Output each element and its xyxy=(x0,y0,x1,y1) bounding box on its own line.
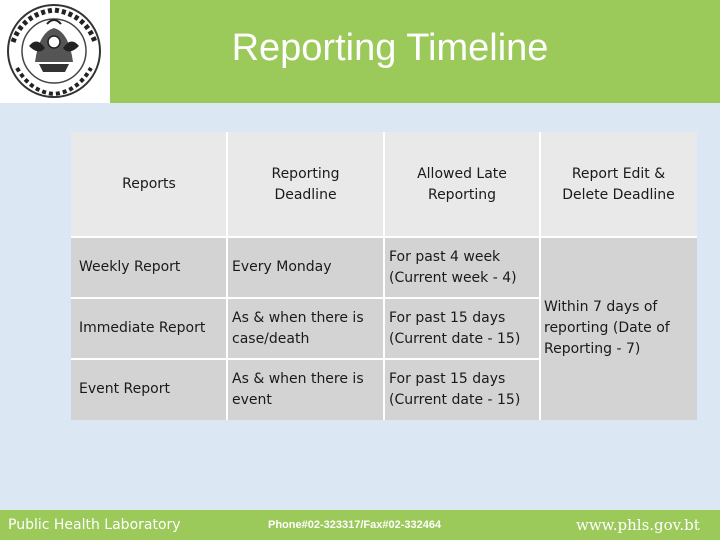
page-title: Reporting Timeline xyxy=(231,27,549,69)
header-cell-deadline: Reporting Deadline xyxy=(227,132,384,237)
table-row-event-deadline: As & when there is event xyxy=(227,359,384,420)
footer-phone-fax: Phone#02-323317/Fax#02-332464 xyxy=(268,519,442,531)
table-row-weekly-report: Weekly Report xyxy=(71,237,227,298)
footer-website: www.phls.gov.bt xyxy=(576,516,700,534)
table-row-immediate-report: Immediate Report xyxy=(71,298,227,359)
row-divider xyxy=(71,297,540,299)
logo xyxy=(0,0,110,103)
header-cell-reports: Reports xyxy=(71,132,227,237)
header-banner xyxy=(0,0,720,103)
column-divider xyxy=(226,132,228,420)
column-divider xyxy=(383,132,385,420)
table-row-immediate-deadline: As & when there is case/death xyxy=(227,298,384,359)
column-divider xyxy=(539,132,541,420)
table-row-weekly-late: For past 4 week (Current week - 4) xyxy=(384,237,540,298)
footer-banner xyxy=(0,510,720,540)
header-cell-edit: Report Edit & Delete Deadline xyxy=(540,132,697,237)
row-divider xyxy=(71,358,540,360)
table-row-event-report: Event Report xyxy=(71,359,227,420)
table-row-event-late: For past 15 days (Current date - 15) xyxy=(384,359,540,420)
table-row-immediate-late: For past 15 days (Current date - 15) xyxy=(384,298,540,359)
emblem-logo-icon xyxy=(3,2,105,100)
table-row-weekly-deadline: Every Monday xyxy=(227,237,384,298)
reporting-timeline-table xyxy=(71,132,697,420)
edit-deadline-cell: Within 7 days of reporting (Date of Reporting - 7) xyxy=(540,237,697,420)
footer-organization: Public Health Laboratory xyxy=(8,517,181,533)
header-cell-late: Allowed Late Reporting xyxy=(384,132,540,237)
row-divider xyxy=(71,236,697,238)
